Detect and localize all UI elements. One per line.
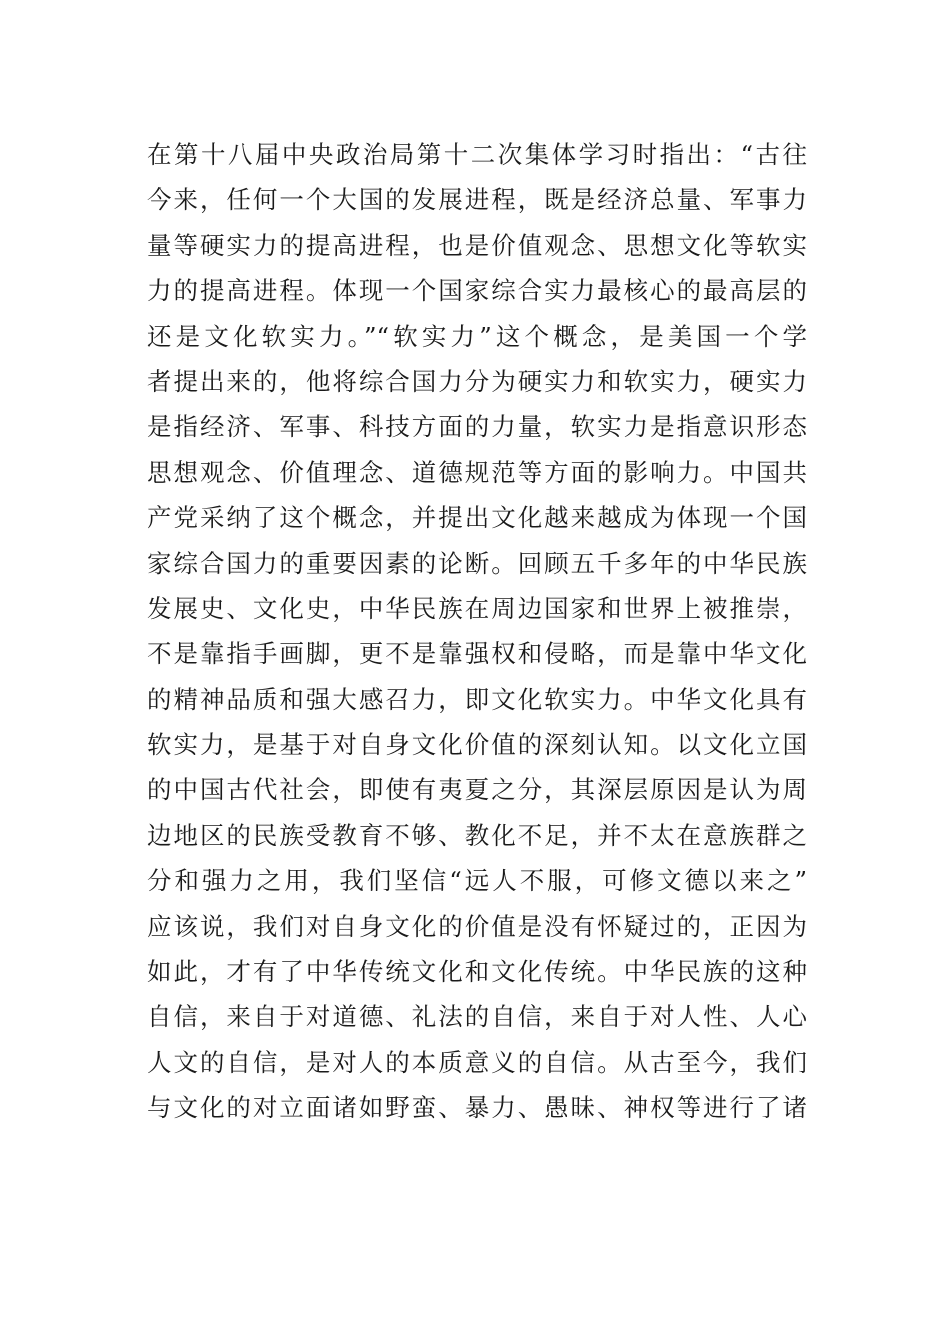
text-line: 思想观念、价值理念、道德规范等方面的影响力。中国共: [147, 457, 807, 487]
body-paragraph: [147, 132, 807, 1131]
text-line: 人文的自信，是对人的本质意义的自信。从古至今，我们: [147, 1047, 807, 1077]
text-line: 边地区的民族受教育不够、教化不足，并不太在意族群之: [147, 820, 807, 850]
text-line: 今来，任何一个大国的发展进程，既是经济总量、军事力: [147, 185, 807, 215]
text-line: 的精神品质和强大感召力，即文化软实力。中华文化具有: [147, 684, 807, 714]
text-line: 家综合国力的重要因素的论断。回顾五千多年的中华民族: [147, 548, 807, 578]
text-line: 与文化的对立面诸如野蛮、暴力、愚昧、神权等进行了诸: [147, 1093, 807, 1123]
text-line: 发展史、文化史，中华民族在周边国家和世界上被推崇，: [147, 593, 807, 623]
text-line: 软实力，是基于对自身文化价值的深刻认知。以文化立国: [147, 730, 807, 760]
text-line: 还是文化软实力。”“软实力”这个概念，是美国一个学: [147, 321, 807, 351]
text-line: 者提出来的，他将综合国力分为硬实力和软实力，硬实力: [147, 366, 807, 396]
text-line: 是指经济、军事、科技方面的力量，软实力是指意识形态: [147, 412, 807, 442]
text-line: 不是靠指手画脚，更不是靠强权和侵略，而是靠中华文化: [147, 639, 807, 669]
text-line: 产党采纳了这个概念，并提出文化越来越成为体现一个国: [147, 503, 807, 533]
text-line: 应该说，我们对自身文化的价值是没有怀疑过的，正因为: [147, 911, 807, 941]
text-line: 如此，才有了中华传统文化和文化传统。中华民族的这种: [147, 957, 807, 987]
text-line: 量等硬实力的提高进程，也是价值观念、思想文化等软实: [147, 230, 807, 260]
text-line: 自信，来自于对道德、礼法的自信，来自于对人性、人心: [147, 1002, 807, 1032]
text-line: 力的提高进程。体现一个国家综合实力最核心的最高层的: [147, 276, 807, 306]
text-line: 分和强力之用，我们坚信“远人不服，可修文德以来之”: [147, 866, 807, 896]
text-line: 的中国古代社会，即使有夷夏之分，其深层原因是认为周: [147, 775, 807, 805]
text-line: 在第十八届中央政治局第十二次集体学习时指出：“古往: [147, 140, 807, 169]
